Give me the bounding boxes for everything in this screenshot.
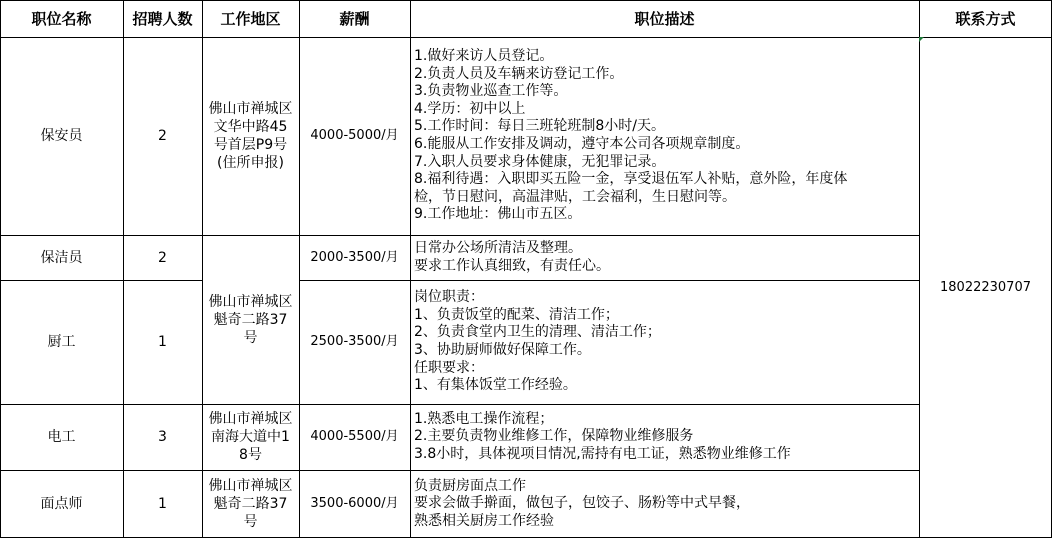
description-line: 1、负责饭堂的配菜、清洁工作； [414,306,619,323]
grid-line [0,0,1052,1]
cell-comment-marker [919,37,924,42]
grid-line [0,0,1,538]
job-count-cleaner: 2 [158,249,167,266]
description-line: 1.熟悉电工操作流程； [414,410,554,427]
description-line: 检，节日慰问，高温津贴，工会福利，生日慰问等。 [414,188,736,205]
description-line: 任职要求： [414,359,484,376]
description-line: 3.负责物业巡查工作等。 [414,83,568,100]
header-count: 招聘人数 [132,10,193,28]
description-line: 6.能服从工作安排及调动，遵守本公司各项规章制度。 [414,136,750,152]
grid-line [123,0,124,538]
grid-line [919,0,920,538]
grid-line [0,470,919,471]
job-description-pastry [410,470,919,538]
grid-line [299,280,919,281]
header-location: 工作地区 [220,10,281,28]
description-line: 8.福利待遇：入职即买五险一金，享受退伍军人补贴，意外险，年度体 [414,171,848,188]
description-line: 2.主要负责物业维修工作，保障物业维修服务 [414,428,694,445]
job-salary-kitchen: 2500-3500/月 [310,334,399,349]
description-line: 7.入职人员要求身体健康，无犯罪记录。 [414,153,666,170]
description-line: 1.做好来访人员登记。 [414,48,554,65]
job-location-security: 佛山市禅城区文华中路45号首层P9号(住所申报) [208,101,293,171]
job-count-security: 2 [158,128,167,144]
job-salary-cleaner: 2000-3500/月 [310,249,399,265]
grid-line [0,404,919,405]
description-line: 4.学历：初中以上 [414,100,526,117]
grid-line [0,235,919,236]
description-line: 日常办公场所清洁及整理。 [414,239,582,256]
shared-location: 佛山市禅城区魁奇二路37号 [208,293,293,346]
job-count-pastry: 1 [158,496,167,512]
header-description: 职位描述 [634,10,695,28]
job-description-cleaner [410,235,919,280]
job-title-cleaner: 保洁员 [40,249,83,266]
job-title-pastry: 面点师 [40,496,83,512]
job-description-security [410,37,919,235]
job-description-electrician [410,404,919,470]
job-description-kitchen [410,280,919,404]
job-location-electrician: 佛山市禅城区南海大道中18号 [208,411,293,463]
job-title-security: 保安员 [40,128,83,144]
header-salary: 薪酬 [339,10,370,28]
description-line: 9.工作地址：佛山市五区。 [414,206,582,223]
description-line: 要求会做手擀面，做包子，包饺子、肠粉等中式早餐， [414,495,750,512]
grid-line [0,37,1052,38]
grid-line [299,0,300,538]
description-line: 3、协助厨师做好保障工作。 [414,342,591,358]
contact-phone: 18022230707 [940,279,1031,295]
header-contact: 联系方式 [955,10,1016,28]
job-salary-electrician: 4000-5500/月 [310,429,399,444]
job-location-pastry: 佛山市禅城区魁奇二路37号 [208,478,293,530]
description-line: 5.工作时间：每日三班轮班制8小时/天。 [414,118,665,135]
grid-line [410,0,411,538]
description-line: 2.负责人员及车辆来访登记工作。 [414,65,624,82]
job-salary-security: 4000-5000/月 [310,128,399,143]
description-line: 岗位职责： [414,289,484,306]
job-title-kitchen: 厨工 [47,334,76,350]
description-line: 3.8小时，具体视项目情况,需持有电工证，熟悉物业维修工作 [414,445,791,462]
job-count-kitchen: 1 [158,334,167,350]
header-title: 职位名称 [31,10,92,28]
description-line: 熟悉相关厨房工作经验 [414,512,554,529]
description-line: 要求工作认真细致，有责任心。 [414,257,610,274]
job-salary-pastry: 3500-6000/月 [310,496,399,511]
grid-line [202,0,203,538]
description-line: 1、有集体饭堂工作经验。 [414,377,577,394]
description-line: 2、负责食堂内卫生的清理、清洁工作； [414,324,661,341]
grid-line [0,280,202,281]
job-title-electrician: 电工 [47,429,76,445]
job-count-electrician: 3 [158,429,167,445]
description-line: 负责厨房面点工作 [414,477,526,494]
